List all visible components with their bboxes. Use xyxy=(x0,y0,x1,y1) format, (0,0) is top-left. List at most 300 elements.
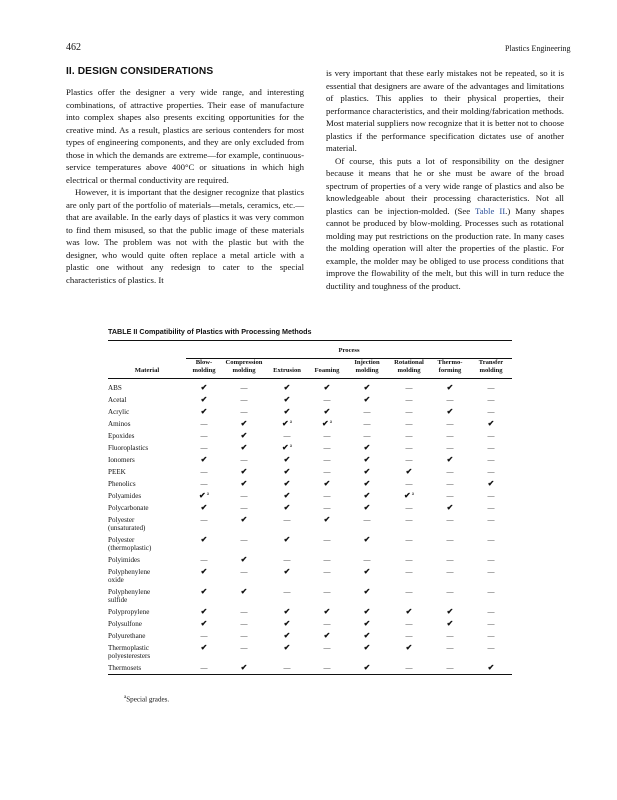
checkmark-icon: ✔ xyxy=(200,618,208,628)
not-compatible-dash xyxy=(308,490,346,502)
not-compatible-dash xyxy=(430,490,470,502)
dash-symbol: — xyxy=(200,663,208,672)
footnote-marker: a xyxy=(289,419,292,425)
dash-symbol: — xyxy=(363,431,371,440)
checkmark-icon: ✔ xyxy=(446,618,454,628)
material-name: Polyphenylene sulfide xyxy=(108,587,151,604)
compatible-check xyxy=(346,566,388,586)
compatible-check xyxy=(266,566,308,586)
not-compatible-dash xyxy=(308,586,346,606)
checkmark-icon: ✔ xyxy=(282,442,289,452)
not-compatible-dash xyxy=(308,430,346,442)
dash-symbol: — xyxy=(405,431,413,440)
not-compatible-dash xyxy=(430,466,470,478)
not-compatible-dash xyxy=(346,554,388,566)
checkmark-icon: ✔ xyxy=(405,466,413,476)
checkmark-icon: ✔ xyxy=(283,502,291,512)
not-compatible-dash xyxy=(470,566,512,586)
checkmark-icon: ✔ xyxy=(283,478,291,488)
not-compatible-dash xyxy=(186,662,222,674)
not-compatible-dash xyxy=(346,406,388,418)
dash-symbol: — xyxy=(200,419,208,428)
compatible-check xyxy=(222,554,266,566)
not-compatible-dash xyxy=(470,430,512,442)
material-name: Phenolics xyxy=(108,479,136,488)
column-header: Injection molding xyxy=(354,359,380,375)
dash-symbol: — xyxy=(446,587,454,596)
table-row xyxy=(108,630,512,642)
not-compatible-dash xyxy=(430,662,470,674)
not-compatible-dash xyxy=(346,430,388,442)
compatible-check xyxy=(430,454,470,466)
not-compatible-dash xyxy=(388,630,430,642)
footnote-marker: a xyxy=(206,491,209,497)
dash-symbol: — xyxy=(405,663,413,672)
not-compatible-dash xyxy=(186,554,222,566)
not-compatible-dash xyxy=(388,514,430,534)
checkmark-icon: ✔ xyxy=(363,618,371,628)
dash-symbol: — xyxy=(200,515,208,524)
checkmark-icon: ✔ xyxy=(283,394,291,404)
compatible-check xyxy=(346,454,388,466)
compatible-check xyxy=(308,514,346,534)
checkmark-icon: ✔ xyxy=(363,478,371,488)
dash-symbol: — xyxy=(487,407,495,416)
compatible-check xyxy=(266,466,308,478)
not-compatible-dash xyxy=(222,406,266,418)
compatible-check xyxy=(308,606,346,618)
checkmark-icon: ✔ xyxy=(199,490,206,500)
not-compatible-dash xyxy=(308,566,346,586)
checkmark-icon: ✔ xyxy=(283,618,291,628)
not-compatible-dash xyxy=(430,430,470,442)
dash-symbol: — xyxy=(200,467,208,476)
dash-symbol: — xyxy=(200,431,208,440)
compatible-check xyxy=(266,418,308,430)
compatible-check xyxy=(388,490,430,502)
material-name: ABS xyxy=(108,383,122,392)
not-compatible-dash xyxy=(308,442,346,454)
not-compatible-dash xyxy=(186,630,222,642)
compatibility-table xyxy=(108,341,512,674)
dash-symbol: — xyxy=(283,663,291,672)
checkmark-icon: ✔ xyxy=(200,606,208,616)
section-heading: II. DESIGN CONSIDERATIONS xyxy=(66,66,214,77)
compatible-check xyxy=(346,442,388,454)
footnote-marker: a xyxy=(411,491,414,497)
dash-symbol: — xyxy=(323,555,331,564)
compatible-check xyxy=(346,606,388,618)
dash-symbol: — xyxy=(323,587,331,596)
compatible-check xyxy=(308,630,346,642)
compatible-check xyxy=(470,418,512,430)
not-compatible-dash xyxy=(308,662,346,674)
not-compatible-dash xyxy=(266,430,308,442)
not-compatible-dash xyxy=(388,534,430,554)
compatible-check xyxy=(266,442,308,454)
dash-symbol: — xyxy=(487,515,495,524)
not-compatible-dash xyxy=(388,586,430,606)
compatible-check xyxy=(186,406,222,418)
dash-symbol: — xyxy=(323,619,331,628)
not-compatible-dash xyxy=(430,394,470,406)
compatible-check xyxy=(186,502,222,514)
checkmark-icon: ✔ xyxy=(283,382,291,392)
not-compatible-dash xyxy=(308,618,346,630)
not-compatible-dash xyxy=(470,618,512,630)
checkmark-icon: ✔ xyxy=(446,406,454,416)
dash-symbol: — xyxy=(323,491,331,500)
process-header: Process xyxy=(338,347,360,354)
not-compatible-dash xyxy=(308,466,346,478)
dash-symbol: — xyxy=(363,407,371,416)
dash-symbol: — xyxy=(283,431,291,440)
checkmark-icon: ✔ xyxy=(322,418,329,428)
not-compatible-dash xyxy=(470,586,512,606)
material-name: Polyphenylene oxide xyxy=(108,567,151,584)
table-row xyxy=(108,490,512,502)
table-row xyxy=(108,466,512,478)
dash-symbol: — xyxy=(487,555,495,564)
not-compatible-dash xyxy=(388,406,430,418)
compatible-check xyxy=(186,606,222,618)
dash-symbol: — xyxy=(283,587,291,596)
running-head: Plastics Engineering xyxy=(505,44,571,53)
not-compatible-dash xyxy=(308,642,346,662)
not-compatible-dash xyxy=(308,554,346,566)
compatible-check xyxy=(222,430,266,442)
not-compatible-dash xyxy=(470,606,512,618)
compatible-check xyxy=(222,418,266,430)
table-row xyxy=(108,618,512,630)
material-name: Polypropylene xyxy=(108,607,150,616)
checkmark-icon: ✔ xyxy=(200,406,208,416)
compatible-check xyxy=(346,394,388,406)
material-name: Polyurethane xyxy=(108,631,146,640)
checkmark-icon: ✔ xyxy=(487,418,495,428)
compatible-check xyxy=(430,406,470,418)
dash-symbol: — xyxy=(405,515,413,524)
not-compatible-dash xyxy=(186,442,222,454)
checkmark-icon: ✔ xyxy=(283,454,291,464)
compatible-check xyxy=(266,630,308,642)
column-header: Rotational molding xyxy=(394,359,424,375)
checkmark-icon: ✔ xyxy=(240,442,248,452)
checkmark-icon: ✔ xyxy=(240,586,248,596)
dash-symbol: — xyxy=(240,567,248,576)
dash-symbol: — xyxy=(487,491,495,500)
not-compatible-dash xyxy=(470,534,512,554)
dash-symbol: — xyxy=(405,455,413,464)
column-header: Blow- molding xyxy=(192,359,216,375)
not-compatible-dash xyxy=(430,566,470,586)
dash-symbol: — xyxy=(487,383,495,392)
checkmark-icon: ✔ xyxy=(200,502,208,512)
not-compatible-dash xyxy=(346,514,388,534)
compatible-check xyxy=(266,454,308,466)
checkmark-icon: ✔ xyxy=(200,566,208,576)
not-compatible-dash xyxy=(186,466,222,478)
table-row xyxy=(108,586,512,606)
material-name: Thermoplastic polyesteresters xyxy=(108,643,151,660)
not-compatible-dash xyxy=(266,554,308,566)
table-row xyxy=(108,454,512,466)
dash-symbol: — xyxy=(405,555,413,564)
dash-symbol: — xyxy=(240,407,248,416)
footnote-text: Special grades. xyxy=(126,695,170,704)
table-footnote xyxy=(124,695,169,703)
column-header: Thermo- forming xyxy=(437,359,463,375)
not-compatible-dash xyxy=(388,394,430,406)
not-compatible-dash xyxy=(430,478,470,490)
not-compatible-dash xyxy=(430,586,470,606)
not-compatible-dash xyxy=(470,394,512,406)
dash-symbol: — xyxy=(240,643,248,652)
not-compatible-dash xyxy=(222,382,266,394)
dash-symbol: — xyxy=(323,643,331,652)
column-header: Foaming xyxy=(314,367,340,375)
compatible-check xyxy=(222,466,266,478)
dash-symbol: — xyxy=(405,567,413,576)
not-compatible-dash xyxy=(222,394,266,406)
dash-symbol: — xyxy=(487,619,495,628)
table-row xyxy=(108,566,512,586)
checkmark-icon: ✔ xyxy=(283,490,291,500)
not-compatible-dash xyxy=(222,606,266,618)
dash-symbol: — xyxy=(446,443,454,452)
material-name: Polycarbonate xyxy=(108,503,149,512)
table-row xyxy=(108,430,512,442)
paragraph xyxy=(326,155,564,293)
dash-symbol: — xyxy=(240,503,248,512)
dash-symbol: — xyxy=(446,467,454,476)
table-row xyxy=(108,394,512,406)
dash-symbol: — xyxy=(283,515,291,524)
not-compatible-dash xyxy=(222,618,266,630)
not-compatible-dash xyxy=(222,630,266,642)
dash-symbol: — xyxy=(405,443,413,452)
checkmark-icon: ✔ xyxy=(363,502,371,512)
dash-symbol: — xyxy=(446,663,454,672)
checkmark-icon: ✔ xyxy=(200,586,208,596)
dash-symbol: — xyxy=(200,555,208,564)
dash-symbol: — xyxy=(200,479,208,488)
table-row xyxy=(108,534,512,554)
dash-symbol: — xyxy=(405,395,413,404)
table-row xyxy=(108,514,512,534)
material-name: Ionomers xyxy=(108,455,135,464)
not-compatible-dash xyxy=(430,630,470,642)
compatible-check xyxy=(222,478,266,490)
table-row xyxy=(108,382,512,394)
material-name: Fluoroplastics xyxy=(108,443,149,452)
paragraph-text: .) Many shapes cannot be produced by blow-molding. Processes such as rotational molding may put restrictions on the production rate. In many cases the molding operation will alter the properties of the plastic. For example, the molder may be obliged to use process conditions that improve the flowability of the melt, but this will in turn reduce the ductility and toughness of the product. xyxy=(326,205,565,291)
paragraph: Plastics offer the designer a very wide range, and interesting combinations, of attractive properties. Their ease of manufacture into complex shapes also presents exciting opportunities for the creative mind. As a result, plastics are serious contenders for most types of engineering components, and they are only excluded from those in which the demands are extreme—for example, continuous-service temperatures above 400°C or situations in which high electrical or thermal conductivity are required. xyxy=(66,87,304,185)
dash-symbol: — xyxy=(240,535,248,544)
not-compatible-dash xyxy=(430,418,470,430)
not-compatible-dash xyxy=(430,642,470,662)
compatible-check xyxy=(430,618,470,630)
checkmark-icon: ✔ xyxy=(283,630,291,640)
not-compatible-dash xyxy=(186,418,222,430)
not-compatible-dash xyxy=(346,418,388,430)
dash-symbol: — xyxy=(405,479,413,488)
dash-symbol: — xyxy=(446,631,454,640)
checkmark-icon: ✔ xyxy=(282,418,289,428)
table-row xyxy=(108,478,512,490)
dash-symbol: — xyxy=(363,555,371,564)
compatible-check xyxy=(346,490,388,502)
dash-symbol: — xyxy=(240,383,248,392)
material-name: Thermosets xyxy=(108,663,142,672)
paragraph-text: Of course, this puts a lot of responsibility on the designer because it means that he or she must be aware of the broad spectrum of properties of a very wide range of plastics and also be knowledgeable about their processing characteristics. Not all plastics can be injection-molded. (See xyxy=(326,155,564,216)
table-caption: TABLE II Compatibility of Plastics with Processing Methods xyxy=(108,327,312,336)
checkmark-icon: ✔ xyxy=(363,490,371,500)
dash-symbol: — xyxy=(487,607,495,616)
compatible-check xyxy=(308,478,346,490)
checkmark-icon: ✔ xyxy=(323,606,331,616)
dash-symbol: — xyxy=(240,631,248,640)
not-compatible-dash xyxy=(388,382,430,394)
not-compatible-dash xyxy=(388,454,430,466)
footnote-marker: a xyxy=(329,419,332,425)
dash-symbol: — xyxy=(487,535,495,544)
checkmark-icon: ✔ xyxy=(363,642,371,652)
dash-symbol: — xyxy=(405,619,413,628)
dash-symbol: — xyxy=(405,631,413,640)
checkmark-icon: ✔ xyxy=(200,394,208,404)
checkmark-icon: ✔ xyxy=(240,466,248,476)
material-name: Polyester (thermoplastic) xyxy=(108,535,152,552)
material-name: Polyamides xyxy=(108,491,142,500)
compatible-check xyxy=(266,394,308,406)
not-compatible-dash xyxy=(222,566,266,586)
checkmark-icon: ✔ xyxy=(363,606,371,616)
checkmark-icon: ✔ xyxy=(363,454,371,464)
not-compatible-dash xyxy=(222,642,266,662)
footnote-marker: a xyxy=(124,695,127,700)
checkmark-icon: ✔ xyxy=(240,554,248,564)
compatible-check xyxy=(186,490,222,502)
compatible-check xyxy=(266,642,308,662)
paragraph: However, it is important that the designer recognize that plastics are only part of the portfolio of materials—metals, ceramics, etc.—that are available. In the early days of plastics it was very common to find them misused, so that the public image of these materials was low. The problem was not with the plastic but with the designer, who would quite often replace a metal article with a plastic one without any redesign to cater to the special characteristics of plastics. It xyxy=(66,187,304,285)
material-name: Polyester (unsaturated) xyxy=(108,515,146,532)
checkmark-icon: ✔ xyxy=(323,630,331,640)
checkmark-icon: ✔ xyxy=(200,534,208,544)
table-row xyxy=(108,502,512,514)
compatible-check xyxy=(186,566,222,586)
checkmark-icon: ✔ xyxy=(405,606,413,616)
compatible-check xyxy=(266,406,308,418)
dash-symbol: — xyxy=(323,535,331,544)
compatible-check xyxy=(222,442,266,454)
dash-symbol: — xyxy=(240,395,248,404)
not-compatible-dash xyxy=(186,514,222,534)
dash-symbol: — xyxy=(487,443,495,452)
not-compatible-dash xyxy=(308,534,346,554)
compatible-check xyxy=(266,478,308,490)
material-header: Material xyxy=(134,367,160,375)
checkmark-icon: ✔ xyxy=(487,478,495,488)
material-name: Aminos xyxy=(108,419,131,428)
page-number: 462 xyxy=(66,42,81,53)
compatible-check xyxy=(222,514,266,534)
dash-symbol: — xyxy=(240,491,248,500)
not-compatible-dash xyxy=(222,534,266,554)
checkmark-icon: ✔ xyxy=(446,606,454,616)
dash-symbol: — xyxy=(240,455,248,464)
dash-symbol: — xyxy=(487,503,495,512)
checkmark-icon: ✔ xyxy=(446,382,454,392)
not-compatible-dash xyxy=(266,514,308,534)
dash-symbol: — xyxy=(487,631,495,640)
not-compatible-dash xyxy=(470,502,512,514)
compatible-check xyxy=(346,466,388,478)
checkmark-icon: ✔ xyxy=(363,566,371,576)
compatible-check xyxy=(346,382,388,394)
not-compatible-dash xyxy=(388,418,430,430)
compatible-check xyxy=(186,618,222,630)
compatible-check xyxy=(346,478,388,490)
not-compatible-dash xyxy=(186,430,222,442)
table-row xyxy=(108,418,512,430)
checkmark-icon: ✔ xyxy=(323,514,331,524)
dash-symbol: — xyxy=(487,587,495,596)
table-row xyxy=(108,662,512,674)
compatible-check xyxy=(186,394,222,406)
dash-symbol: — xyxy=(200,443,208,452)
table-ii-link[interactable]: Table II xyxy=(475,205,506,216)
checkmark-icon: ✔ xyxy=(323,406,331,416)
compatible-check xyxy=(266,490,308,502)
compatible-check xyxy=(308,418,346,430)
not-compatible-dash xyxy=(430,514,470,534)
material-name: PEEK xyxy=(108,467,126,476)
not-compatible-dash xyxy=(430,534,470,554)
compatible-check xyxy=(186,642,222,662)
compatible-check xyxy=(346,534,388,554)
compatible-check xyxy=(346,662,388,674)
not-compatible-dash xyxy=(470,382,512,394)
checkmark-icon: ✔ xyxy=(363,466,371,476)
compatible-check xyxy=(266,606,308,618)
left-column xyxy=(66,66,304,286)
dash-symbol: — xyxy=(323,455,331,464)
dash-symbol: — xyxy=(446,491,454,500)
dash-symbol: — xyxy=(405,419,413,428)
not-compatible-dash xyxy=(430,442,470,454)
not-compatible-dash xyxy=(430,554,470,566)
footnote-marker: a xyxy=(289,443,292,449)
dash-symbol: — xyxy=(363,515,371,524)
right-column xyxy=(326,67,564,292)
checkmark-icon: ✔ xyxy=(405,642,413,652)
checkmark-icon: ✔ xyxy=(283,466,291,476)
checkmark-icon: ✔ xyxy=(363,630,371,640)
material-name: Polysulfone xyxy=(108,619,142,628)
not-compatible-dash xyxy=(470,642,512,662)
not-compatible-dash xyxy=(388,430,430,442)
column-header: Extrusion xyxy=(273,367,301,375)
checkmark-icon: ✔ xyxy=(240,418,248,428)
not-compatible-dash xyxy=(222,454,266,466)
dash-symbol: — xyxy=(446,567,454,576)
checkmark-icon: ✔ xyxy=(240,430,248,440)
checkmark-icon: ✔ xyxy=(283,642,291,652)
checkmark-icon: ✔ xyxy=(283,566,291,576)
dash-symbol: — xyxy=(283,555,291,564)
column-header: Compression molding xyxy=(225,359,263,375)
